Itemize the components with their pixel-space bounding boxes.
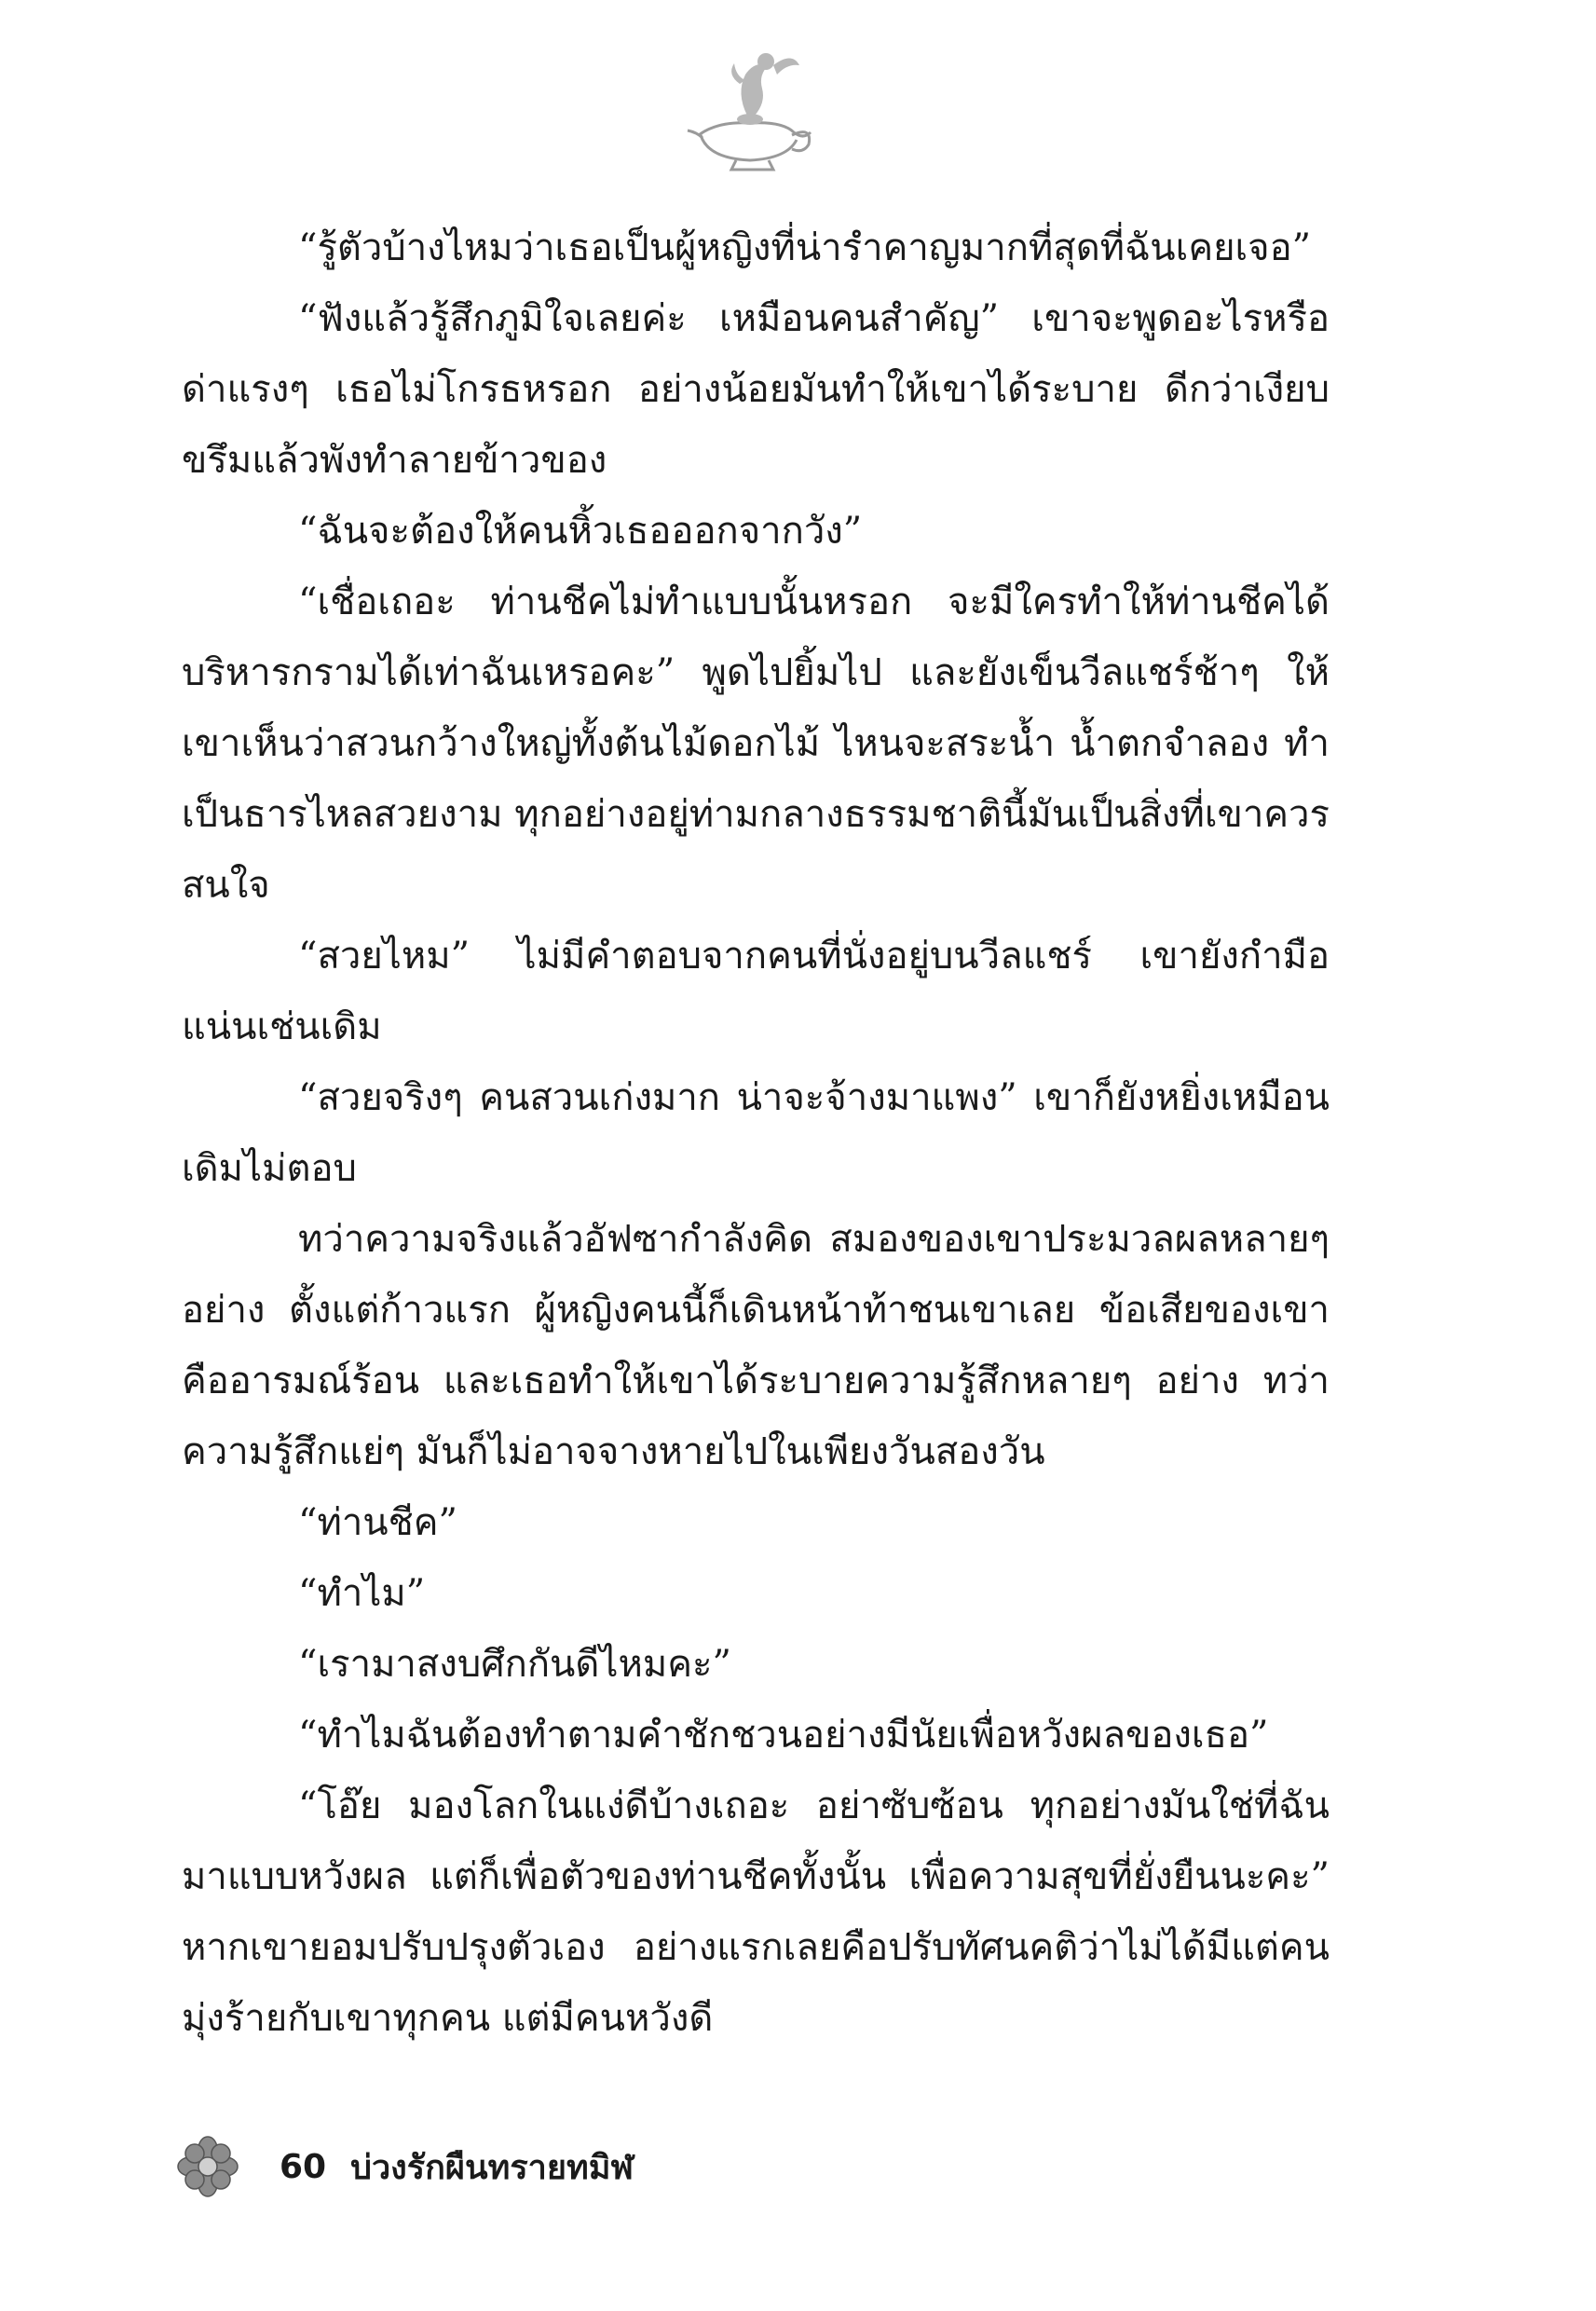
paragraph-4: “เชื่อเถอะ ท่านชีคไม่ทำแบบนั้นหรอก จะมีใครทำให้ท่านชีคได้บริหารกรามได้เท่าฉันเหรอคะ” พูดไปยิ้มไป และยังเข็นวีลแชร์ช้าๆ ให้เขาเห็นว่าสวนกว้างใหญ่ทั้งต้นไม้ดอกไม้ ไหนจะสระน้ำ น้ำตกจำลอง ทำเป็นธารไหลสวยงาม ทุกอย่างอยู่ท่ามกลางธรรมชาตินี้มันเป็นสิ่งที่เขาควรสนใจ	[182, 581, 1330, 907]
paragraph-1: “รู้ตัวบ้างไหมว่าเธอเป็นผู้หญิงที่น่ารำคาญมากที่สุดที่ฉันเคยเจอ”	[298, 226, 1312, 269]
page-footer	[177, 2134, 634, 2199]
page-number: 60	[280, 2147, 327, 2186]
paragraph-11: “ทำไมฉันต้องทำตามคำชักชวนอย่างมีนัยเพื่อหวังผลของเธอ”	[298, 1714, 1269, 1757]
body-text	[182, 212, 1330, 2054]
genie-lamp-icon	[680, 47, 820, 172]
paragraph-8: “ท่านชีค”	[298, 1501, 457, 1544]
paragraph-2: “ฟังแล้วรู้สึกภูมิใจเลยค่ะ เหมือนคนสำคัญ” เขาจะพูดอะไรหรือด่าแรงๆ เธอไม่โกรธหรอก อย่างน้อยมันทำให้เขาได้ระบาย ดีกว่าเงียบขรึมแล้วพังทำลายข้าวของ	[182, 297, 1330, 482]
paragraph-7: ทว่าความจริงแล้วอัฟซากำลังคิด สมองของเขาประมวลผลหลายๆ อย่าง ตั้งแต่ก้าวแรก ผู้หญิงคนนี้ก็เดินหน้าท้าชนเขาเลย ข้อเสียของเขาคืออารมณ์ร้อน และเธอทำให้เขาได้ระบายความรู้สึกหลายๆ อย่าง ทว่าความรู้สึกแย่ๆ มันก็ไม่อาจจางหายไปในเพียงวันสองวัน	[182, 1218, 1330, 1473]
book-title: บ่วงรักผืนทรายทมิฬ	[350, 2148, 634, 2187]
paragraph-5: “สวยไหม” ไม่มีคำตอบจากคนที่นั่งอยู่บนวีลแชร์ เขายังกำมือแน่นเช่นเดิม	[182, 935, 1330, 1048]
paragraph-3: “ฉันจะต้องให้คนหิ้วเธอออกจากวัง”	[298, 510, 863, 553]
paragraph-10: “เรามาสงบศึกกันดีไหมคะ”	[298, 1643, 731, 1686]
paragraph-9: “ทำไม”	[298, 1572, 426, 1615]
paragraph-6: “สวยจริงๆ คนสวนเก่งมาก น่าจะจ้างมาแพง” เขาก็ยังหยิ่งเหมือนเดิมไม่ตอบ	[182, 1076, 1330, 1190]
flower-icon	[177, 2136, 239, 2197]
paragraph-12: “โอ๊ย มองโลกในแง่ดีบ้างเถอะ อย่าซับซ้อน ทุกอย่างมันใช่ที่ฉันมาแบบหวังผล แต่ก็เพื่อตัวของท่านชีคทั้งนั้น เพื่อความสุขที่ยั่งยืนนะคะ” หากเขายอมปรับปรุงตัวเอง อย่างแรกเลยคือปรับทัศนคติว่าไม่ได้มีแต่คนมุ่งร้ายกับเขาทุกคน แต่มีคนหวังดี	[182, 1785, 1330, 2040]
